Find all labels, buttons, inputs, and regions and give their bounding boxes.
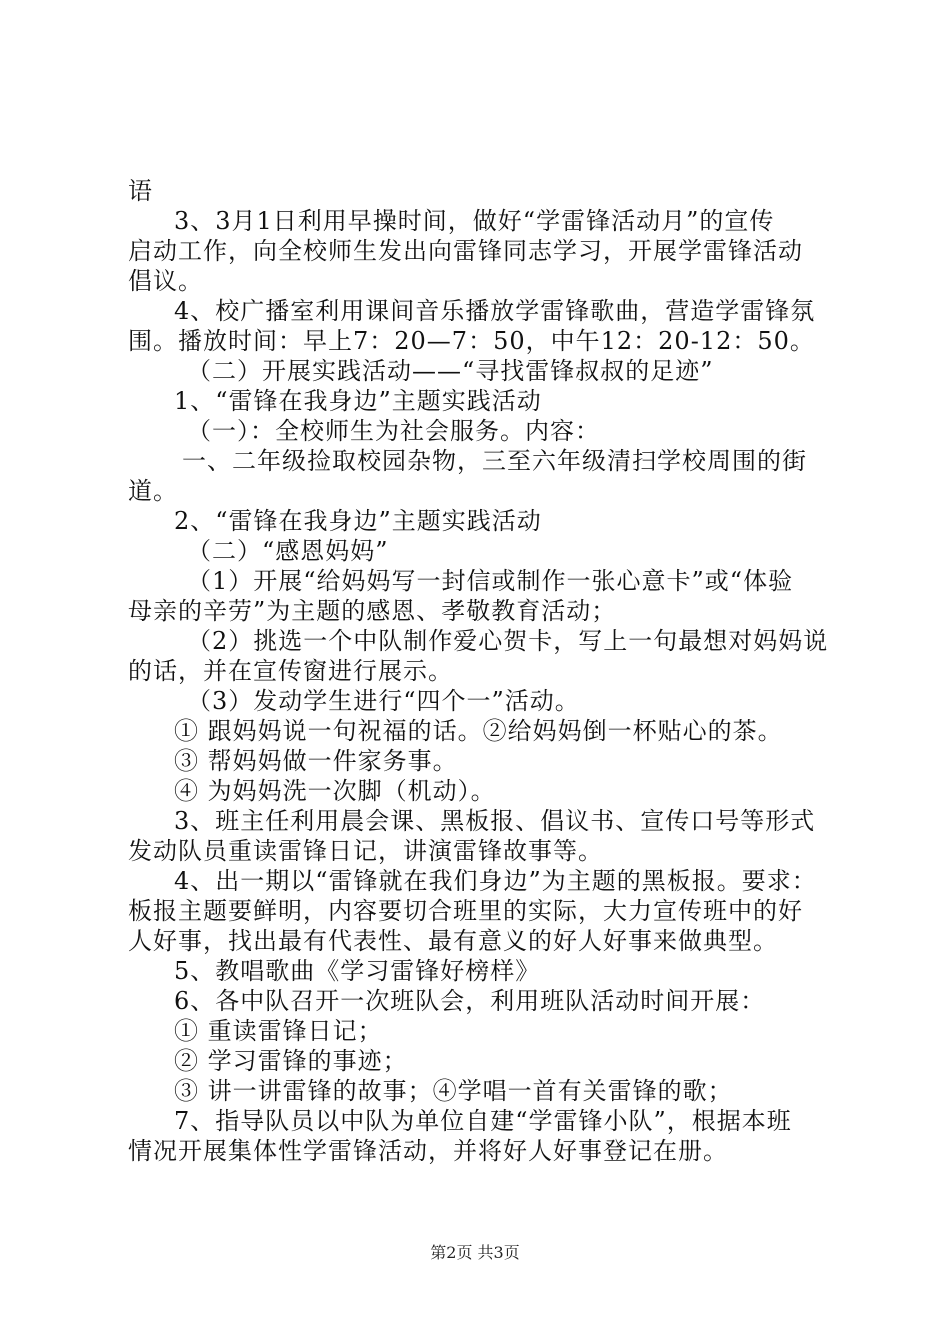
text-line: 4、出一期以“雷锋就在我们身边”为主题的黑板报。要求： (174, 867, 817, 895)
text-line: （一）：全校师生为社会服务。内容： (187, 417, 600, 445)
text-line: 语 (128, 177, 153, 205)
text-line: ① 跟妈妈说一句祝福的话。②给妈妈倒一杯贴心的茶。 (174, 717, 783, 745)
text-line: 4、校广播室利用课间音乐播放学雷锋歌曲，营造学雷锋氛 (174, 297, 816, 325)
text-line: ② 学习雷锋的事迹； (174, 1047, 408, 1075)
text-line: （1）开展“给妈妈写一封信或制作一张心意卡”或“体验 (187, 567, 794, 595)
text-line: 6、各中队召开一次班队会，利用班队活动时间开展： (174, 987, 766, 1015)
text-line: 道。 (128, 477, 178, 505)
text-line: ③ 帮妈妈做一件家务事。 (174, 747, 458, 775)
text-line: 5、教唱歌曲《学习雷锋好榜样》 (174, 957, 541, 985)
text-line: 1、“雷锋在我身边”主题实践活动 (174, 387, 542, 415)
text-line: 一、二年级捡取校园杂物，三至六年级清扫学校周围的街 (182, 447, 807, 475)
text-line: 人好事，找出最有代表性、最有意义的好人好事来做典型。 (128, 927, 778, 955)
text-line: 3、班主任利用晨会课、黑板报、倡议书、宣传口号等形式 (174, 807, 816, 835)
text-line: （二）“感恩妈妈” (187, 537, 389, 565)
text-line: ④ 为妈妈洗一次脚（机动）。 (174, 777, 496, 805)
page-footer: 第2页 共3页 (430, 1243, 520, 1262)
text-line: 情况开展集体性学雷锋活动，并将好人好事登记在册。 (128, 1137, 728, 1165)
text-line: 倡议。 (128, 267, 203, 295)
text-line: （2）挑选一个中队制作爱心贺卡，写上一句最想对妈妈说 (187, 627, 829, 655)
text-line: 发动队员重读雷锋日记，讲演雷锋故事等。 (128, 837, 603, 865)
text-line: 2、“雷锋在我身边”主题实践活动 (174, 507, 542, 535)
text-line: 的话，并在宣传窗进行展示。 (128, 657, 453, 685)
text-line: ① 重读雷锋日记； (174, 1017, 383, 1045)
text-line: 围。播放时间：早上7：20—7：50，中午12：20-12：50。 (128, 327, 815, 355)
text-line: （3）发动学生进行“四个一”活动。 (187, 687, 580, 715)
text-line: 7、指导队员以中队为单位自建“学雷锋小队”，根据本班 (174, 1107, 792, 1135)
text-line: 母亲的辛劳”为主题的感恩、孝敬教育活动； (128, 597, 617, 625)
text-line: 启动工作，向全校师生发出向雷锋同志学习，开展学雷锋活动 (128, 237, 803, 265)
text-line: （二）开展实践活动——“寻找雷锋叔叔的足迹” (187, 357, 714, 385)
text-line: 3、3月1日利用早操时间，做好“学雷锋活动月”的宣传 (174, 207, 775, 235)
text-line: ③ 讲一讲雷锋的故事；④学唱一首有关雷锋的歌； (174, 1077, 733, 1105)
text-line: 板报主题要鲜明，内容要切合班里的实际，大力宣传班中的好 (128, 897, 803, 925)
